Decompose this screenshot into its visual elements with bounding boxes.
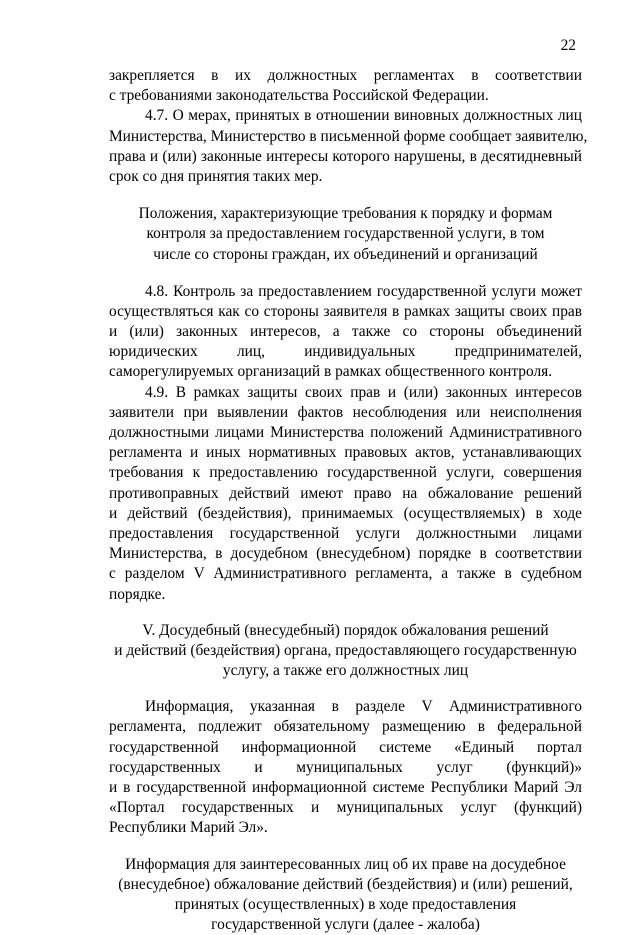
text-line: Министерства, в досудебном (внесудебном) порядке в соответствии — [109, 545, 582, 563]
text-line: и действий (бездействия) органа, предоставляющего государственную — [114, 641, 577, 659]
text-line: осуществляться как со стороны заявителя в рамках защиты своих прав — [109, 302, 582, 320]
text-line: V. Досудебный (внесудебный) порядок обжалования решений — [142, 621, 549, 639]
text-line: срок со дня принятия таких мер. — [109, 167, 323, 185]
text-line: предоставления государственной услуги должностными лицами — [109, 524, 582, 542]
text-line: саморегулируемых организаций в рамках общественного контроля. — [109, 363, 553, 381]
text-line: услугу, а также его должностных лиц — [222, 662, 469, 680]
text-line: контроля за предоставлением государственной услуги, в том — [146, 225, 545, 243]
text-line: (внесудебное) обжалование действий (бездействия) и (или) решений, — [118, 875, 573, 893]
text-line: и (или) законных интересов, а также со стороны объединений — [109, 323, 582, 341]
paragraph-4-8-4-9 — [109, 282, 582, 605]
text-line: государственных и муниципальных услуг (функций)» — [109, 758, 582, 776]
text-line: закрепляется в их должностных регламентах в соответствии — [109, 67, 582, 84]
text-line: заявители при выявлении фактов несоблюдения или неисполнения — [109, 403, 582, 421]
text-line: Республики Марий Эл». — [109, 819, 268, 837]
document-body — [109, 66, 588, 935]
text-line: 4.8. Контроль за предоставлением государственной услуги может — [145, 282, 582, 300]
text-line: числе со стороны граждан, их объединений и организаций — [153, 245, 538, 263]
text-line: 4.7. О мерах, принятых в отношении виновных должностных лиц — [145, 107, 582, 125]
text-line: юридических лиц, индивидуальных предпринимателей, — [109, 343, 582, 361]
paragraph-4-7 — [109, 66, 588, 187]
text-line: и в государственной информационной системе Республики Марий Эл — [109, 779, 582, 796]
paragraph-info-placement — [109, 697, 582, 838]
text-line: государственной информационной системе «Единый портал — [109, 738, 582, 756]
text-line: противоправных действий имеют право на обжалование решений — [109, 484, 582, 502]
text-line: порядке. — [109, 585, 166, 603]
text-line: «Портал государственных и муниципальных услуг (функций) — [109, 799, 582, 817]
text-line: 4.9. В рамках защиты своих прав и (или) законных интересов — [145, 383, 582, 401]
text-line: Информация для заинтересованных лиц об их праве на досудебное — [125, 855, 566, 873]
page-number: 22 — [560, 37, 576, 54]
heading-control-provisions — [109, 204, 582, 265]
text-line: регламента и иных нормативных правовых актов, устанавливающих — [109, 444, 582, 462]
text-line: должностными лицами Министерства положений Административного — [109, 424, 582, 441]
text-line: принятых (осуществленных) в ходе предоставления — [174, 895, 517, 913]
text-line: Положения, характеризующие требования к порядку и формам — [138, 205, 553, 223]
text-line: Информация, указанная в разделе V Административного — [145, 698, 582, 716]
heading-section-v — [109, 621, 582, 682]
text-line: с требованиями законодательства Российской Федерации. — [109, 87, 489, 105]
text-line: требования к предоставлению государственной услуги, совершения — [109, 464, 582, 482]
text-line: с разделом V Административного регламента, а также в судебном — [109, 565, 582, 583]
heading-info-for-persons — [109, 855, 582, 935]
text-line: права и (или) законные интересы которого нарушены, в десятидневный — [109, 147, 582, 165]
text-line: и действий (бездействия), принимаемых (осуществляемых) в ходе — [109, 504, 582, 522]
text-line: Министерства, Министерство в письменной форме сообщает заявителю, — [109, 127, 588, 145]
text-line: государственной услуги (далее - жалоба) — [211, 916, 480, 934]
text-line: регламента, подлежит обязательному размещению в федеральной — [109, 718, 582, 736]
